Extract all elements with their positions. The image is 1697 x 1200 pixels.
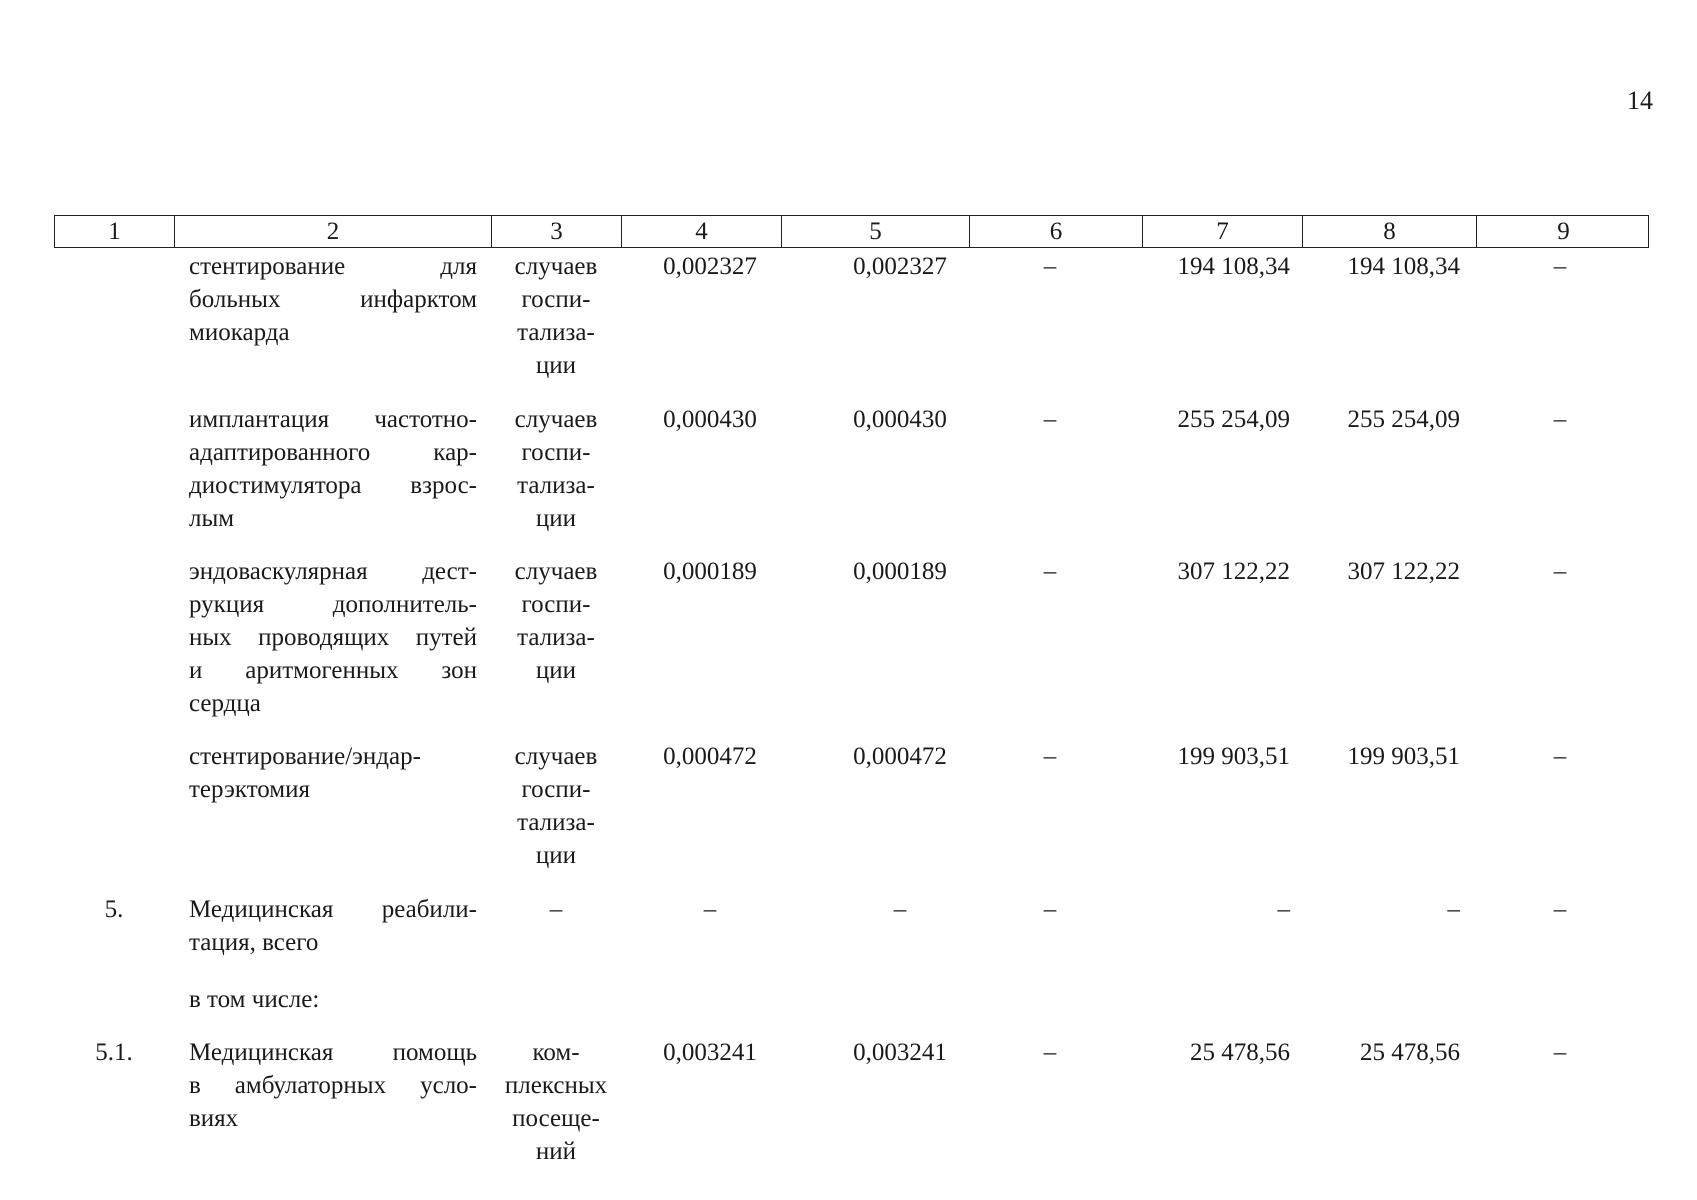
cell-col-4: 0,000472 (663, 743, 757, 770)
cell-col-8: 199 903,51 (1347, 743, 1460, 770)
header-cell-4: 4 (622, 216, 782, 247)
cell-col-8: 307 122,22 (1347, 558, 1460, 585)
description-line: миокарда (189, 319, 290, 346)
cell-col-9: – (1553, 253, 1567, 280)
cell-col-5: 0,000430 (853, 406, 947, 433)
description-line: диостимулятора взрос- (189, 472, 477, 499)
unit-line: ком- (532, 1039, 580, 1066)
description-line: стентирование/эндар- (189, 743, 421, 770)
cell-col-9: – (1553, 1039, 1567, 1066)
description-line: эндоваскулярная дест- (189, 558, 477, 585)
unit-line: посеще- (512, 1105, 600, 1132)
cell-col-8: 255 254,09 (1347, 406, 1460, 433)
cell-col-6: – (1043, 896, 1057, 923)
cell-col-9: – (1553, 558, 1567, 585)
cell-col-5: 0,003241 (853, 1039, 947, 1066)
unit-line: тализа- (517, 624, 595, 651)
header-cell-8: 8 (1303, 216, 1477, 247)
cell-col-8: – (1447, 896, 1460, 923)
row-description (189, 555, 477, 720)
cell-col-8: 25 478,56 (1360, 1039, 1460, 1066)
description-line: Медицинская реабили- (189, 896, 477, 923)
cell-col-5: – (893, 896, 907, 923)
cell-col-7: 255 254,09 (1177, 406, 1290, 433)
unit-line: ции (535, 842, 577, 869)
row-unit (494, 740, 618, 872)
unit-line: госпи- (521, 776, 591, 803)
cell-col-5: 0,000472 (853, 743, 947, 770)
unit-line: ний (535, 1138, 577, 1165)
header-cell-6: 6 (970, 216, 1143, 247)
unit-line: – (549, 896, 563, 923)
description-line: терэктомия (189, 776, 311, 803)
description-line: виях (189, 1105, 239, 1132)
description-line: ных проводящих путей (189, 624, 477, 651)
unit-line: случаев (514, 253, 598, 280)
cell-col-6: – (1043, 253, 1057, 280)
row-number: 5.1. (95, 1039, 133, 1066)
description-line: имплантация частотно- (189, 406, 477, 433)
unit-line: ции (535, 657, 577, 684)
cell-col-7: 199 903,51 (1177, 743, 1290, 770)
row-unit (494, 893, 618, 926)
unit-line: тализа- (517, 319, 595, 346)
description-line: лым (189, 505, 235, 532)
description-line: в амбулаторных усло- (189, 1072, 477, 1099)
row-description (189, 250, 477, 349)
description-line: Медицинская помощь (189, 1039, 477, 1066)
cell-col-7: – (1277, 896, 1290, 923)
cell-col-7: 25 478,56 (1190, 1039, 1290, 1066)
unit-line: случаев (514, 406, 598, 433)
cell-col-8: 194 108,34 (1347, 253, 1460, 280)
row-description (189, 983, 477, 1016)
header-cell-7: 7 (1143, 216, 1303, 247)
cell-col-4: 0,000430 (663, 406, 757, 433)
unit-line: ции (535, 505, 577, 532)
description-line: рукция дополнитель- (189, 591, 477, 618)
cell-col-6: – (1043, 406, 1057, 433)
unit-line: тализа- (517, 472, 595, 499)
row-unit (494, 555, 618, 687)
table-header-row (54, 215, 1649, 248)
row-number: 5. (104, 896, 124, 923)
unit-line: госпи- (521, 591, 591, 618)
cell-col-4: 0,002327 (663, 253, 757, 280)
description-line: адаптированного кар- (189, 439, 477, 466)
header-cell-1: 1 (55, 216, 175, 247)
cell-col-9: – (1553, 406, 1567, 433)
cell-col-4: 0,000189 (663, 558, 757, 585)
description-line: и аритмогенных зон (189, 657, 477, 684)
cell-col-5: 0,002327 (853, 253, 947, 280)
unit-line: госпи- (521, 439, 591, 466)
header-cell-3: 3 (492, 216, 622, 247)
cell-col-7: 307 122,22 (1177, 558, 1290, 585)
unit-line: случаев (514, 743, 598, 770)
row-description (189, 1036, 477, 1135)
header-cell-2: 2 (175, 216, 492, 247)
description-line: тация, всего (189, 929, 319, 956)
description-line: стентирование для (189, 253, 477, 280)
unit-line: плексных (504, 1072, 608, 1099)
unit-line: госпи- (521, 286, 591, 313)
description-line: в том числе: (189, 986, 320, 1013)
row-description (189, 893, 477, 959)
cell-col-6: – (1043, 1039, 1057, 1066)
unit-line: случаев (514, 558, 598, 585)
row-unit (494, 403, 618, 535)
row-unit (494, 1036, 618, 1168)
cell-col-9: – (1553, 896, 1567, 923)
row-unit (494, 250, 618, 382)
cell-col-9: – (1553, 743, 1567, 770)
header-cell-5: 5 (782, 216, 970, 247)
cell-col-6: – (1043, 743, 1057, 770)
unit-line: ции (535, 352, 577, 379)
cell-col-7: 194 108,34 (1177, 253, 1290, 280)
cell-col-4: 0,003241 (663, 1039, 757, 1066)
cell-col-4: – (703, 896, 717, 923)
cell-col-5: 0,000189 (853, 558, 947, 585)
unit-line: тализа- (517, 809, 595, 836)
description-line: сердца (189, 690, 261, 717)
row-description (189, 403, 477, 535)
page-number: 14 (1627, 86, 1653, 115)
description-line: больных инфарктом (189, 286, 477, 313)
row-description (189, 740, 477, 806)
header-cell-9: 9 (1557, 218, 1570, 245)
cell-col-6: – (1043, 558, 1057, 585)
